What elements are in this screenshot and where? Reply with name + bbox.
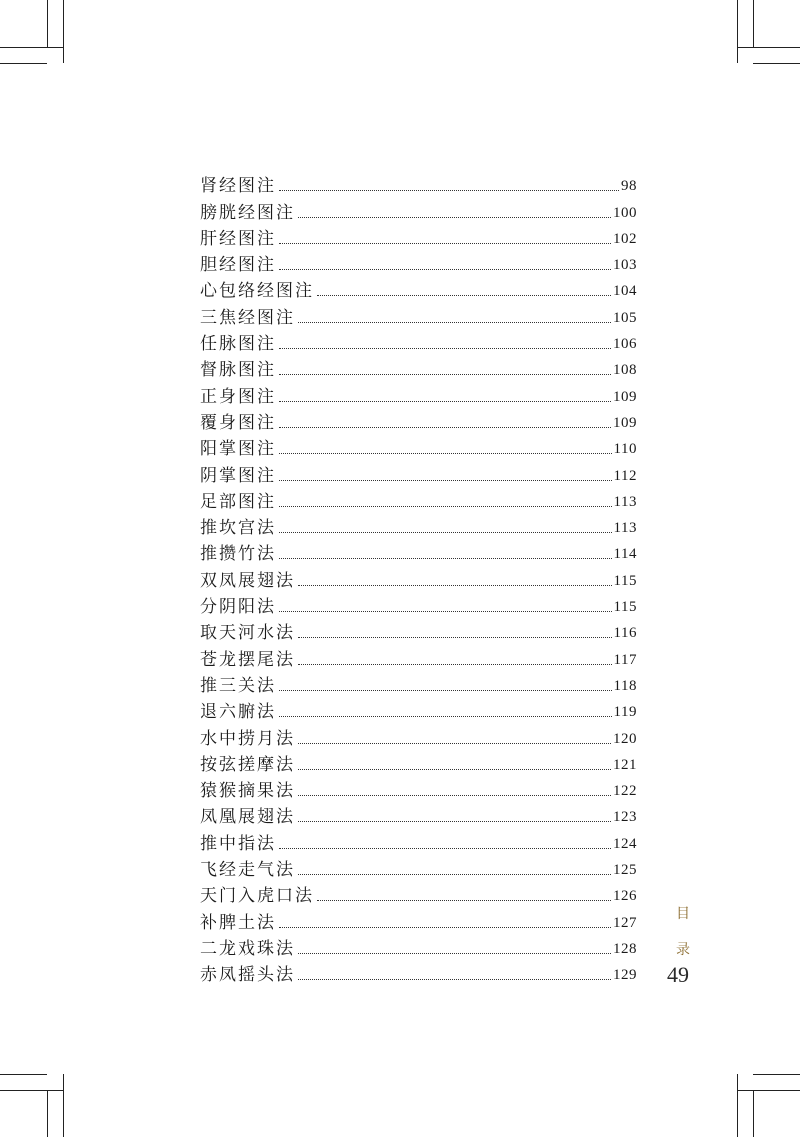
toc-entry[interactable] (200, 618, 637, 644)
toc-entry-page: 109 (613, 388, 637, 405)
toc-entry[interactable] (200, 408, 637, 434)
toc-entry-title: 推攒竹法 (200, 544, 276, 565)
toc-entry[interactable] (200, 750, 637, 776)
toc-entry-title: 分阴阳法 (200, 597, 276, 618)
crop-mark-top-left-h (0, 47, 63, 48)
crop-mark-bottom-right-h (737, 1090, 800, 1091)
toc-entry-title: 飞经走气法 (200, 860, 295, 881)
toc-leader-dots (317, 900, 611, 901)
toc-entry-page: 118 (613, 677, 637, 694)
toc-entry-title: 推中指法 (200, 833, 276, 854)
toc-leader-dots (298, 585, 612, 586)
toc-entry-title: 退六腑法 (200, 702, 276, 723)
toc-entry[interactable] (200, 907, 637, 933)
toc-entry-title: 水中捞月法 (200, 728, 295, 749)
toc-entry-title: 推三关法 (200, 675, 276, 696)
toc-entry[interactable] (200, 802, 637, 828)
toc-leader-dots (279, 848, 611, 849)
crop-mark-top-left-v2 (47, 0, 48, 47)
crop-mark-bottom-right-h2 (753, 1074, 800, 1075)
toc-leader-dots (298, 795, 611, 796)
toc-entry-title: 覆身图注 (200, 412, 276, 433)
toc-entry-title: 二龙戏珠法 (200, 938, 295, 959)
toc-leader-dots (298, 664, 612, 665)
toc-entry[interactable] (200, 592, 637, 618)
toc-entry-title: 赤凤摇头法 (200, 965, 295, 986)
toc-entry-page: 98 (621, 178, 637, 195)
toc-entry[interactable] (200, 934, 637, 960)
toc-entry-title: 任脉图注 (200, 334, 276, 355)
crop-mark-bottom-left-h (0, 1090, 63, 1091)
toc-entry-page: 113 (613, 493, 637, 510)
toc-entry-page: 120 (613, 730, 637, 747)
toc-leader-dots (298, 953, 611, 954)
toc-entry-page: 129 (613, 967, 637, 984)
toc-leader-dots (279, 401, 611, 402)
toc-entry[interactable] (200, 513, 637, 539)
toc-leader-dots (279, 716, 612, 717)
toc-entry[interactable] (200, 644, 637, 670)
toc-entry-title: 三焦经图注 (200, 307, 295, 328)
toc-entry-title: 足部图注 (200, 491, 276, 512)
toc-entry-page: 121 (613, 756, 637, 773)
toc-entry[interactable] (200, 697, 637, 723)
toc-entry-page: 127 (613, 914, 637, 931)
toc-entry[interactable] (200, 171, 637, 197)
toc-entry-title: 猿猴摘果法 (200, 781, 295, 802)
toc-entry-page: 105 (613, 309, 637, 326)
toc-entry-title: 苍龙摆尾法 (200, 649, 295, 670)
toc-entry[interactable] (200, 276, 637, 302)
toc-leader-dots (298, 979, 611, 980)
toc-entry-title: 取天河水法 (200, 623, 295, 644)
toc-entry[interactable] (200, 250, 637, 276)
toc-entry-page: 117 (613, 651, 637, 668)
toc-entry[interactable] (200, 960, 637, 986)
toc-leader-dots (279, 480, 612, 481)
running-head (673, 896, 693, 968)
toc-entry-title: 肾经图注 (200, 176, 276, 197)
toc-entry-title: 阳掌图注 (200, 439, 276, 460)
toc-entry-title: 膀胱经图注 (200, 202, 295, 223)
toc-entry-page: 103 (613, 257, 637, 274)
toc-entry-page: 104 (613, 283, 637, 300)
toc-entry-page: 106 (613, 336, 637, 353)
toc-entry-page: 114 (613, 546, 637, 563)
toc-entry-page: 110 (613, 441, 637, 458)
toc-entry-page: 119 (613, 704, 637, 721)
toc-entry[interactable] (200, 723, 637, 749)
crop-mark-bottom-left-v (63, 1074, 64, 1137)
toc-entry-page: 115 (613, 572, 637, 589)
crop-mark-bottom-left-h2 (0, 1074, 47, 1075)
toc-leader-dots (279, 427, 611, 428)
toc-entry-page: 108 (613, 362, 637, 379)
toc-entry[interactable] (200, 776, 637, 802)
toc-entry[interactable] (200, 224, 637, 250)
toc-entry[interactable] (200, 460, 637, 486)
toc-entry-page: 126 (613, 888, 637, 905)
toc-entry[interactable] (200, 671, 637, 697)
toc-entry-page: 124 (613, 835, 637, 852)
toc-leader-dots (279, 374, 611, 375)
toc-entry-page: 128 (613, 940, 637, 957)
toc-leader-dots (279, 190, 619, 191)
toc-leader-dots (298, 769, 611, 770)
toc-entry[interactable] (200, 197, 637, 223)
toc-entry-title: 肝经图注 (200, 228, 276, 249)
toc-entry[interactable] (200, 302, 637, 328)
table-of-contents (200, 171, 637, 986)
crop-mark-top-right-v2 (753, 0, 754, 47)
toc-entry-title: 按弦搓摩法 (200, 754, 295, 775)
toc-leader-dots (279, 269, 611, 270)
toc-entry-title: 督脉图注 (200, 360, 276, 381)
toc-entry-title: 天门入虎口法 (200, 886, 314, 907)
crop-mark-bottom-right-v (737, 1074, 738, 1137)
toc-entry-page: 123 (613, 809, 637, 826)
crop-mark-bottom-left-v2 (47, 1090, 48, 1137)
toc-entry[interactable] (200, 881, 637, 907)
toc-leader-dots (279, 611, 612, 612)
toc-leader-dots (279, 558, 612, 559)
toc-entry-title: 阴掌图注 (200, 465, 276, 486)
toc-leader-dots (298, 821, 611, 822)
toc-entry-page: 109 (613, 414, 637, 431)
toc-entry[interactable] (200, 828, 637, 854)
crop-mark-top-left-h2 (0, 63, 47, 64)
toc-entry-page: 125 (613, 862, 637, 879)
toc-leader-dots (279, 243, 611, 244)
toc-entry-title: 凤凰展翅法 (200, 807, 295, 828)
toc-entry-page: 113 (613, 520, 637, 537)
toc-entry-title: 正身图注 (200, 386, 276, 407)
running-head-char: 录 (676, 942, 690, 958)
toc-entry-page: 115 (613, 599, 637, 616)
toc-entry-title: 胆经图注 (200, 255, 276, 276)
toc-leader-dots (279, 348, 611, 349)
crop-mark-top-left-v (63, 0, 64, 63)
crop-mark-top-right-h (737, 47, 800, 48)
toc-leader-dots (298, 322, 611, 323)
toc-entry[interactable] (200, 355, 637, 381)
page-number: 49 (667, 962, 689, 987)
running-head-char: 目 (676, 906, 690, 922)
toc-leader-dots (317, 295, 611, 296)
toc-entry-page: 102 (613, 230, 637, 247)
toc-entry-title: 补脾土法 (200, 912, 276, 933)
toc-entry[interactable] (200, 855, 637, 881)
toc-entry[interactable] (200, 329, 637, 355)
toc-leader-dots (279, 532, 612, 533)
crop-mark-top-right-v (737, 0, 738, 63)
toc-leader-dots (298, 637, 612, 638)
toc-entry[interactable] (200, 434, 637, 460)
toc-entry-title: 双凤展翅法 (200, 570, 295, 591)
toc-leader-dots (279, 690, 612, 691)
crop-mark-top-right-h2 (753, 63, 800, 64)
toc-entry-title: 推坎宫法 (200, 518, 276, 539)
toc-entry[interactable] (200, 381, 637, 407)
toc-leader-dots (279, 927, 611, 928)
toc-entry-page: 122 (613, 783, 637, 800)
crop-mark-bottom-right-v2 (753, 1090, 754, 1137)
toc-entry[interactable] (200, 539, 637, 565)
toc-entry-title: 心包络经图注 (200, 281, 314, 302)
toc-leader-dots (279, 506, 612, 507)
toc-leader-dots (298, 874, 611, 875)
toc-entry-page: 116 (613, 625, 637, 642)
toc-leader-dots (279, 453, 612, 454)
toc-entry-page: 100 (613, 204, 637, 221)
toc-entry[interactable] (200, 487, 637, 513)
toc-entry[interactable] (200, 565, 637, 591)
toc-leader-dots (298, 743, 611, 744)
toc-leader-dots (298, 217, 611, 218)
toc-entry-page: 112 (613, 467, 637, 484)
